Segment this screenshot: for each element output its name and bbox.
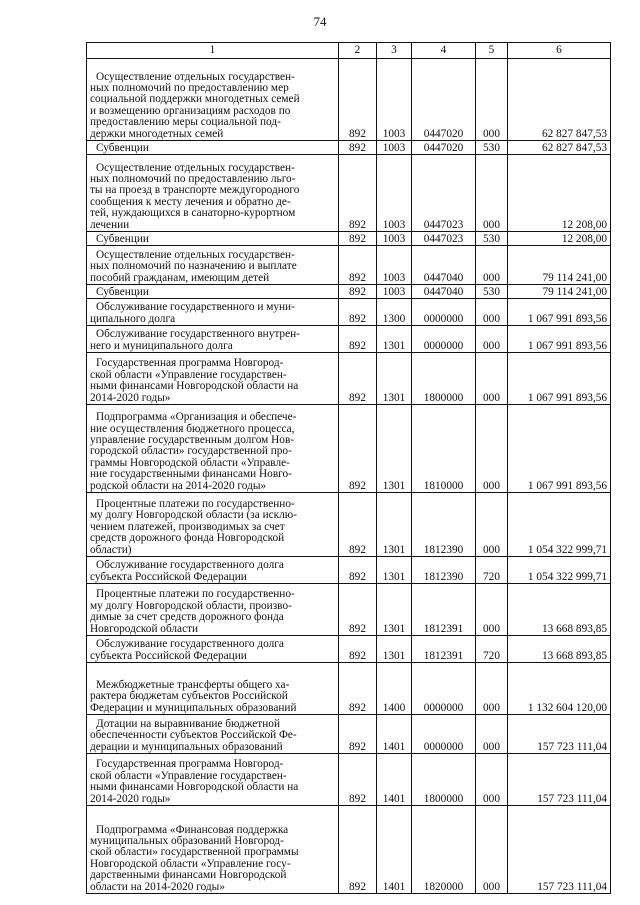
table-row	[87, 663, 611, 715]
row-description	[87, 353, 339, 405]
target-article-code: 1812390	[412, 493, 476, 557]
page-number: 74	[313, 14, 327, 29]
row-description	[87, 155, 339, 232]
amount-value: 79 114 241,00	[508, 246, 611, 285]
expense-type-code: 720	[476, 557, 508, 584]
ministry-code: 892	[339, 663, 377, 715]
table-row	[87, 141, 611, 155]
row-description	[87, 326, 339, 353]
ministry-code: 892	[339, 246, 377, 285]
section-code: 1301	[377, 557, 412, 584]
row-description	[87, 299, 339, 326]
description-line: обеспеченности субъектов Российской Фе-	[90, 729, 297, 742]
amount-value: 157 723 111,04	[508, 806, 611, 894]
table-row	[87, 155, 611, 232]
description-line: ными финансами Новгородской области на	[90, 781, 299, 794]
description-line: Процентные платежи по государственно-	[96, 588, 295, 601]
section-code: 1003	[377, 155, 412, 232]
amount-value: 1 067 991 893,56	[508, 405, 611, 493]
amount-value: 1 132 604 120,00	[508, 663, 611, 715]
description-line: субъекта Российской Федерации	[90, 570, 247, 583]
description-line: предоставлению меры социальной под-	[90, 116, 281, 129]
description-line: родской области на 2014-2020 годы»	[90, 479, 267, 492]
section-code: 1300	[377, 299, 412, 326]
target-article-code: 0000000	[412, 715, 476, 754]
table-row	[87, 59, 611, 141]
target-article-code: 0447040	[412, 246, 476, 285]
row-description	[87, 405, 339, 493]
amount-value: 79 114 241,00	[508, 285, 611, 299]
section-code: 1003	[377, 246, 412, 285]
expense-type-code: 000	[476, 663, 508, 715]
row-description	[87, 663, 339, 715]
description-line: ской области «Управление государствен-	[90, 368, 287, 381]
table-row	[87, 232, 611, 246]
amount-value: 12 208,00	[508, 155, 611, 232]
description-line: Субвенции	[96, 232, 149, 245]
description-line: городской области» государственной про-	[90, 445, 292, 458]
description-line: дарственными финансами Новгородской	[90, 869, 287, 882]
description-line: Субвенции	[96, 285, 149, 298]
expense-type-code: 000	[476, 584, 508, 636]
description-line: ных полномочий по назначению и выплате	[90, 260, 297, 273]
description-line: Подпрограмма «Финансовая поддержка	[96, 823, 289, 836]
target-article-code: 0000000	[412, 326, 476, 353]
description-line: 2014-2020 годы»	[90, 792, 171, 805]
column-header: 1	[87, 43, 339, 59]
description-line: му долгу Новгородской области, произво-	[90, 599, 292, 612]
description-line: держки многодетных семей	[90, 127, 224, 140]
description-line: Подпрограмма «Организация и обеспече-	[96, 411, 297, 424]
amount-value: 13 668 893,85	[508, 584, 611, 636]
amount-value: 157 723 111,04	[508, 715, 611, 754]
ministry-code: 892	[339, 59, 377, 141]
table-row	[87, 584, 611, 636]
amount-value: 12 208,00	[508, 232, 611, 246]
description-line: муниципальных образований Новгород-	[90, 834, 284, 847]
row-description	[87, 584, 339, 636]
section-code: 1301	[377, 636, 412, 663]
table-row	[87, 353, 611, 405]
section-code: 1301	[377, 353, 412, 405]
description-line: ской области» государственной программы	[90, 846, 299, 859]
description-line: дерации и муниципальных образований	[90, 740, 283, 753]
ministry-code: 892	[339, 232, 377, 246]
ministry-code: 892	[339, 353, 377, 405]
description-line: Новгородской области	[90, 622, 199, 635]
expense-type-code: 720	[476, 636, 508, 663]
ministry-code: 892	[339, 326, 377, 353]
description-line: области)	[90, 543, 132, 556]
description-line: Обслуживание государственного долга	[96, 559, 284, 572]
amount-value: 1 067 991 893,56	[508, 353, 611, 405]
table-row	[87, 285, 611, 299]
section-code: 1401	[377, 754, 412, 806]
section-code: 1401	[377, 715, 412, 754]
budget-table	[86, 42, 611, 894]
description-line: Федерации и муниципальных образований	[90, 701, 297, 714]
amount-value: 157 723 111,04	[508, 754, 611, 806]
table-row	[87, 715, 611, 754]
ministry-code: 892	[339, 285, 377, 299]
description-line: Дотации на выравнивание бюджетной	[96, 717, 280, 730]
ministry-code: 892	[339, 754, 377, 806]
description-line: Обслуживание государственного внутрен-	[96, 328, 300, 341]
description-line: субъекта Российской Федерации	[90, 649, 247, 662]
description-line: 2014-2020 годы»	[90, 391, 171, 404]
expense-type-code: 000	[476, 59, 508, 141]
description-line: ных полномочий по предоставлению мер	[90, 81, 289, 94]
description-line: сообщения к месту лечения и обратно де-	[90, 195, 291, 208]
table-row	[87, 405, 611, 493]
section-code: 1003	[377, 141, 412, 155]
expense-type-code: 000	[476, 353, 508, 405]
description-line: ние государственными финансами Новго-	[90, 468, 292, 481]
description-line: Обслуживание государственного долга	[96, 638, 284, 651]
table-row	[87, 557, 611, 584]
target-article-code: 0447020	[412, 59, 476, 141]
table-row	[87, 754, 611, 806]
expense-type-code: 530	[476, 141, 508, 155]
amount-value: 1 054 322 999,71	[508, 557, 611, 584]
table-row	[87, 806, 611, 894]
description-line: управление государственным долгом Нов-	[90, 433, 295, 446]
amount-value: 62 827 847,53	[508, 59, 611, 141]
target-article-code: 1820000	[412, 806, 476, 894]
amount-value: 62 827 847,53	[508, 141, 611, 155]
ministry-code: 892	[339, 155, 377, 232]
row-description	[87, 557, 339, 584]
expense-type-code: 000	[476, 493, 508, 557]
expense-type-code: 530	[476, 285, 508, 299]
ministry-code: 892	[339, 299, 377, 326]
section-code: 1400	[377, 663, 412, 715]
description-line: рактера бюджетам субъектов Российской	[90, 690, 288, 703]
row-description	[87, 141, 339, 155]
ministry-code: 892	[339, 806, 377, 894]
table-row	[87, 326, 611, 353]
target-article-code: 0447020	[412, 141, 476, 155]
column-header: 3	[377, 43, 412, 59]
expense-type-code: 000	[476, 715, 508, 754]
description-line: ципального долга	[90, 312, 176, 325]
expense-type-code: 000	[476, 246, 508, 285]
expense-type-code: 000	[476, 155, 508, 232]
description-line: Осуществление отдельных государствен-	[96, 248, 295, 261]
description-line: ние осуществления бюджетного процесса,	[90, 422, 295, 435]
column-header: 4	[412, 43, 476, 59]
ministry-code: 892	[339, 493, 377, 557]
description-line: Государственная программа Новгород-	[96, 357, 284, 370]
target-article-code: 1810000	[412, 405, 476, 493]
description-line: ты на проезд в транспорте междугородного	[90, 184, 300, 197]
description-line: лечении	[90, 218, 130, 231]
description-line: Осуществление отдельных государствен-	[96, 161, 295, 174]
description-line: Обслуживание государственного и муни-	[96, 301, 295, 314]
description-line: Новгородской области «Управление госу-	[90, 857, 291, 870]
target-article-code: 1812390	[412, 557, 476, 584]
row-description	[87, 285, 339, 299]
description-line: тей, нуждающихся в санаторно-курортном	[90, 207, 296, 220]
description-line: му долгу Новгородской области (за исклю-	[90, 509, 297, 522]
column-header: 2	[339, 43, 377, 59]
target-article-code: 1812391	[412, 636, 476, 663]
row-description	[87, 59, 339, 141]
description-line: ской области «Управление государствен-	[90, 769, 287, 782]
amount-value: 1 067 991 893,56	[508, 299, 611, 326]
section-code: 1401	[377, 806, 412, 894]
row-description	[87, 246, 339, 285]
ministry-code: 892	[339, 715, 377, 754]
row-description	[87, 754, 339, 806]
table-header-row	[87, 43, 611, 59]
expense-type-code: 000	[476, 326, 508, 353]
description-line: ных полномочий по предоставлению льго-	[90, 172, 296, 185]
description-line: граммы Новгородской области «Управле-	[90, 456, 290, 469]
row-description	[87, 493, 339, 557]
description-line: чением платежей, производимых за счет	[90, 520, 285, 533]
section-code: 1301	[377, 493, 412, 557]
section-code: 1003	[377, 285, 412, 299]
description-line: димые за счет средств дорожного фонда	[90, 611, 284, 624]
row-description	[87, 636, 339, 663]
target-article-code: 0447023	[412, 155, 476, 232]
description-line: и возмещению организациям расходов по	[90, 104, 291, 117]
expense-type-code: 530	[476, 232, 508, 246]
expense-type-code: 000	[476, 299, 508, 326]
expense-type-code: 000	[476, 405, 508, 493]
section-code: 1301	[377, 405, 412, 493]
target-article-code: 0447023	[412, 232, 476, 246]
section-code: 1301	[377, 584, 412, 636]
target-article-code: 1812391	[412, 584, 476, 636]
section-code: 1003	[377, 59, 412, 141]
section-code: 1301	[377, 326, 412, 353]
description-line: Государственная программа Новгород-	[96, 758, 284, 771]
description-line: Межбюджетные трансферты общего ха-	[96, 678, 290, 691]
row-description	[87, 806, 339, 894]
amount-value: 1 054 322 999,71	[508, 493, 611, 557]
target-article-code: 0000000	[412, 299, 476, 326]
ministry-code: 892	[339, 141, 377, 155]
ministry-code: 892	[339, 405, 377, 493]
ministry-code: 892	[339, 636, 377, 663]
description-line: него и муниципального долга	[90, 339, 233, 352]
table-row	[87, 246, 611, 285]
target-article-code: 1800000	[412, 353, 476, 405]
description-line: социальной поддержки многодетных семей	[90, 93, 300, 106]
expense-type-code: 000	[476, 806, 508, 894]
target-article-code: 0447040	[412, 285, 476, 299]
row-description	[87, 715, 339, 754]
amount-value: 13 668 893,85	[508, 636, 611, 663]
column-header: 5	[476, 43, 508, 59]
description-line: пособий гражданам, имеющим детей	[90, 271, 270, 284]
section-code: 1003	[377, 232, 412, 246]
table-row	[87, 493, 611, 557]
description-line: средств дорожного фонда Новгородской	[90, 532, 285, 545]
description-line: Субвенции	[96, 141, 149, 154]
row-description	[87, 232, 339, 246]
target-article-code: 0000000	[412, 663, 476, 715]
column-header: 6	[508, 43, 611, 59]
table-row	[87, 636, 611, 663]
description-line: Осуществление отдельных государствен-	[96, 70, 295, 83]
amount-value: 1 067 991 893,56	[508, 326, 611, 353]
description-line: Процентные платежи по государственно-	[96, 497, 295, 510]
description-line: ными финансами Новгородской области на	[90, 380, 299, 393]
target-article-code: 1800000	[412, 754, 476, 806]
ministry-code: 892	[339, 584, 377, 636]
table-row	[87, 299, 611, 326]
expense-type-code: 000	[476, 754, 508, 806]
ministry-code: 892	[339, 557, 377, 584]
table-body	[87, 59, 611, 894]
description-line: области на 2014-2020 годы»	[90, 880, 225, 893]
